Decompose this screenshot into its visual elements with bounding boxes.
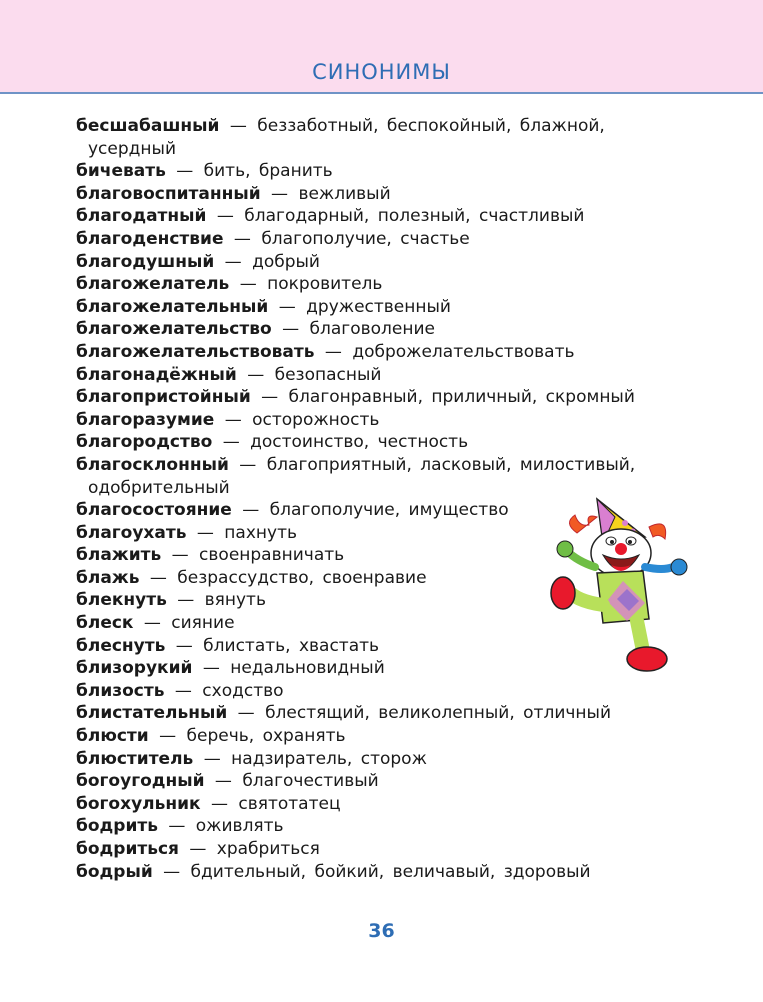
entry-word: благовоспитанный (76, 183, 261, 204)
entry-word: близорукий (76, 658, 193, 679)
entry-word: благосостояние (76, 500, 232, 521)
entry-synonyms: доброжелательствовать (352, 341, 575, 362)
entry-synonyms: благодарный, полезный, счастливый (244, 206, 585, 227)
entry-synonyms: своенравничать (199, 545, 345, 566)
entry-synonyms: святотатец (238, 793, 341, 814)
entry-word: благожелательствовать (76, 341, 315, 362)
entry-synonyms: благочестивый (242, 771, 379, 792)
entry-dash: — (196, 522, 214, 543)
entry-dash: — (189, 839, 207, 859)
entry-synonyms-continuation: усердный (88, 138, 176, 159)
entry-synonyms: сияние (171, 613, 235, 634)
entry-synonyms: осторожность (252, 409, 380, 430)
entry-word: блюститель (76, 748, 194, 769)
entry-dash: — (239, 454, 257, 475)
entry-word: блеск (76, 613, 134, 634)
entry-synonyms: блестящий, великолепный, отличный (265, 703, 612, 724)
entry-word: благоухать (76, 522, 187, 543)
entry-dash: — (239, 274, 257, 295)
entry-word: богохульник (76, 793, 201, 814)
list-item (76, 205, 676, 228)
entry-dash: — (242, 500, 260, 521)
list-item (76, 273, 676, 296)
list-item (76, 680, 676, 703)
list-item (76, 409, 676, 432)
entry-synonyms: беречь, охранять (186, 726, 346, 747)
entry-dash: — (210, 793, 228, 814)
entry-synonyms: недальновидный (230, 658, 385, 679)
entry-word: благодатный (76, 206, 207, 227)
list-item (76, 770, 676, 793)
entry-dash: — (282, 319, 300, 340)
entry-word: благожелательный (76, 296, 269, 317)
entry-dash: — (229, 116, 247, 136)
list-item (76, 318, 676, 341)
entry-dash: — (214, 771, 232, 792)
entry-synonyms: надзиратель, сторож (231, 748, 427, 769)
entry-synonyms: беззаботный, беспокойный, блажной, (257, 116, 605, 136)
entry-dash: — (203, 748, 221, 769)
entry-word: бесшабашный (76, 116, 220, 136)
entry-synonyms: храбриться (216, 839, 320, 859)
entry-dash: — (216, 206, 234, 227)
entry-synonyms: благонравный, приличный, скромный (288, 387, 635, 408)
entry-dash: — (324, 341, 342, 362)
entry-dash: — (237, 703, 255, 724)
entry-dash: — (171, 545, 189, 566)
list-item (76, 815, 676, 838)
entry-word: благоразумие (76, 409, 215, 430)
list-item (76, 702, 676, 725)
list-item (76, 793, 676, 816)
entry-synonyms: блистать, хвастать (203, 635, 380, 656)
list-item (76, 838, 676, 861)
entry-synonyms: бдительный, бойкий, величавый, здоровый (190, 861, 591, 882)
list-item (76, 431, 676, 454)
entry-word: бодрый (76, 861, 153, 882)
list-item (76, 364, 676, 387)
entry-synonyms: дружественный (306, 296, 451, 317)
entry-word: бодрить (76, 816, 158, 837)
entry-word: бичевать (76, 161, 166, 182)
entry-synonyms: благополучие, счастье (261, 228, 470, 249)
list-item (76, 115, 676, 160)
entry-synonyms: безрассудство, своенравие (177, 567, 427, 588)
list-item (76, 160, 676, 183)
entry-dash: — (168, 816, 186, 837)
entry-word: благопристойный (76, 387, 251, 408)
entry-word: бодриться (76, 839, 179, 859)
entry-synonyms: благоприятный, ласковый, милостивый, (266, 454, 636, 475)
list-item (76, 386, 676, 409)
list-item (76, 296, 676, 319)
clown-icon (545, 493, 700, 673)
page-number: 36 (368, 920, 395, 942)
entry-dash: — (261, 387, 279, 408)
entry-word: благожелатель (76, 274, 230, 295)
entry-dash: — (278, 296, 296, 317)
entry-dash: — (174, 680, 192, 701)
entry-synonyms: вянуть (204, 590, 266, 611)
entry-dash: — (176, 161, 194, 182)
entry-word: блекнуть (76, 590, 167, 611)
entry-word: благосклонный (76, 454, 229, 475)
entry-word: блистательный (76, 703, 228, 724)
entry-dash: — (271, 183, 289, 204)
entry-word: богоугодный (76, 771, 205, 792)
list-item (76, 748, 676, 771)
list-item (76, 861, 676, 884)
entry-word: блеснуть (76, 635, 166, 656)
entry-word: блажить (76, 545, 162, 566)
entry-synonyms: покровитель (267, 274, 383, 295)
entry-synonyms: вежливый (298, 183, 391, 204)
entry-synonyms-continuation: одобрительный (88, 477, 230, 498)
list-item (76, 183, 676, 206)
entry-synonyms: благоволение (309, 319, 435, 340)
entry-dash: — (149, 567, 167, 588)
list-item (76, 251, 676, 274)
list-item (76, 341, 676, 364)
entry-dash: — (222, 432, 240, 453)
entry-dash: — (175, 635, 193, 656)
entry-synonyms: бить, бранить (203, 161, 333, 182)
page-title: СИНОНИМЫ (312, 60, 451, 84)
entry-word: благородство (76, 432, 213, 453)
entry-dash: — (247, 364, 265, 385)
list-item (76, 725, 676, 748)
entry-dash: — (159, 726, 177, 747)
entry-synonyms: безопасный (274, 364, 382, 385)
entry-dash: — (202, 658, 220, 679)
entry-dash: — (224, 409, 242, 430)
entry-word: благожелательство (76, 319, 272, 340)
entry-word: благодушный (76, 251, 215, 272)
entry-synonyms: пахнуть (224, 522, 297, 543)
entry-dash: — (224, 251, 242, 272)
entry-word: блюсти (76, 726, 149, 747)
entry-word: благоденствие (76, 228, 224, 249)
entry-dash: — (177, 590, 195, 611)
list-item (76, 228, 676, 251)
entry-synonyms: благополучие, имущество (269, 500, 509, 521)
entry-word: близость (76, 680, 165, 701)
entry-word: блажь (76, 567, 140, 588)
entry-synonyms: добрый (252, 251, 320, 272)
entry-word: благонадёжный (76, 364, 237, 385)
entry-dash: — (143, 613, 161, 634)
entry-synonyms: сходство (202, 680, 284, 701)
entry-dash: — (233, 228, 251, 249)
entry-synonyms: достоинство, честность (250, 432, 469, 453)
entry-dash: — (163, 861, 181, 882)
entry-synonyms: оживлять (195, 816, 284, 837)
